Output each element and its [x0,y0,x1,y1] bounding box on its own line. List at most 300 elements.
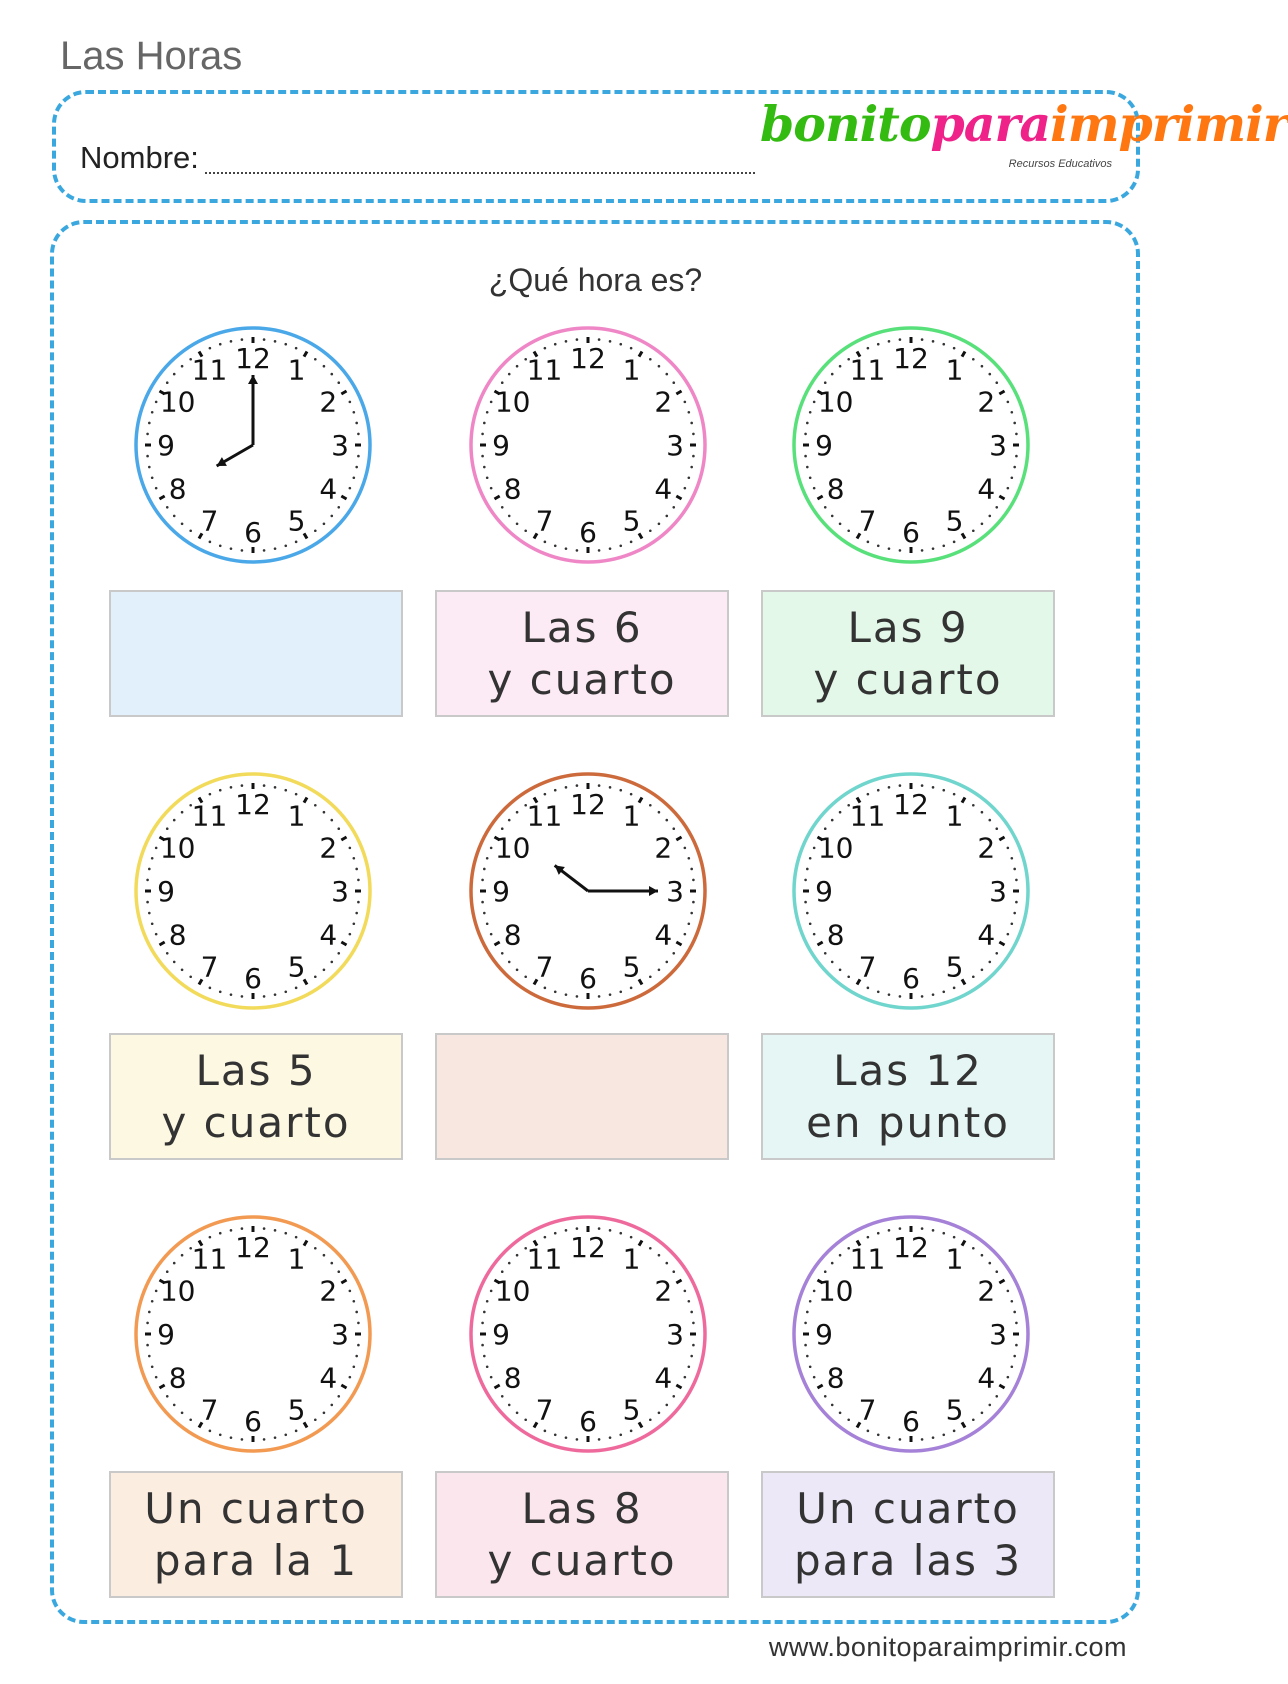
minute-dot [166,506,169,509]
clock-numeral: 8 [826,1361,845,1395]
minute-dot [481,433,484,436]
clock-numeral: 4 [977,918,996,952]
minute-dot [349,1376,352,1379]
minute-dot [672,827,675,830]
minute-dot [665,1262,668,1265]
minute-dot [692,1344,695,1347]
minute-dot [953,541,956,544]
minute-dot [972,529,975,532]
minute-dot [665,961,668,964]
minute-dot [813,1376,816,1379]
answer-line-2: y cuarto [161,1097,351,1147]
minute-dot [953,1430,956,1433]
minute-dot [263,784,266,787]
clock-numeral: 7 [535,1393,554,1427]
minute-dot [981,968,984,971]
minute-dot [481,879,484,882]
minute-dot [357,1344,360,1347]
brand-logo [760,95,1288,176]
minute-dot [353,1300,356,1303]
answer-line-2: y cuarto [487,654,677,704]
answer-box[interactable] [761,590,1055,717]
minute-dot [630,1236,633,1239]
page-title: Las Horas [60,34,243,78]
minute-dot [166,827,169,830]
minute-dot [323,1254,326,1257]
minute-dot [166,1270,169,1273]
clock-numeral: 4 [977,1361,996,1395]
clock-numeral: 9 [157,1318,175,1351]
minute-dot [166,381,169,384]
minute-dot [357,455,360,458]
minute-dot [658,365,661,368]
minute-dot [263,549,266,552]
minute-dot [598,784,601,787]
answer-line-1: Las 12 [833,1045,983,1095]
minute-dot [1013,466,1016,469]
minute-dot [942,1434,945,1437]
answer-line-1: Las 6 [521,602,643,652]
clock-numeral: 11 [191,353,228,387]
minute-dot [1011,476,1014,479]
clock-numeral: 4 [977,472,996,506]
clock-numeral: 12 [570,1231,606,1264]
minute-dot [609,1436,612,1439]
clock-numeral: 9 [815,429,833,462]
minute-dot [921,549,924,552]
minute-dot [263,1438,266,1441]
minute-dot [219,789,222,792]
minute-dot [899,784,902,787]
minute-dot [357,879,360,882]
clock-numeral: 10 [817,385,854,419]
clock-numeral: 12 [570,788,606,821]
clock-numeral: 5 [622,1393,641,1427]
minute-dot [337,506,340,509]
minute-dot [209,347,212,350]
answer-box[interactable] [109,1471,403,1598]
minute-dot [1007,847,1010,850]
minute-dot [649,1418,652,1421]
clock-numeral: 9 [492,429,510,462]
minute-dot [189,529,192,532]
minute-dot [508,1404,511,1407]
question-heading: ¿Qué hora es? [488,262,703,298]
minute-dot [355,912,358,915]
minute-dot [323,1411,326,1414]
clock-numeral: 7 [200,1393,219,1427]
clock-numeral: 3 [666,1318,684,1351]
minute-dot [181,968,184,971]
minute-dot [684,1376,687,1379]
minute-dot [942,789,945,792]
clock-numeral: 7 [200,950,219,984]
clock-numeral: 2 [977,831,996,865]
minute-dot [565,547,568,550]
minute-dot [831,1404,834,1407]
clock-numeral: 1 [287,353,306,387]
minute-dot [692,1322,695,1325]
minute-dot [151,1300,154,1303]
clock-numeral: 8 [826,472,845,506]
minute-dot [274,547,277,550]
minute-dot [1011,1300,1014,1303]
minute-dot [888,1229,891,1232]
minute-dot [672,1270,675,1273]
minute-dot [953,793,956,796]
minute-dot [690,466,693,469]
minute-dot [867,347,870,350]
clock-numeral: 2 [319,1274,338,1308]
clock-numeral: 2 [977,385,996,419]
minute-dot [1007,1376,1010,1379]
minute-dot [565,1229,568,1232]
minute-dot [692,433,695,436]
clock-numeral: 10 [817,1274,854,1308]
logo-subtitle: Recursos Educativos [1008,158,1112,170]
minute-dot [181,522,184,525]
minute-dot [609,340,612,343]
minute-dot [942,991,945,994]
minute-dot [630,541,633,544]
minute-dot [1015,433,1018,436]
clock-numeral: 9 [157,429,175,462]
minute-dot [867,987,870,990]
minute-dot [241,549,244,552]
minute-dot [516,811,519,814]
minute-dot [554,545,557,548]
minute-dot [146,1322,149,1325]
minute-dot [988,819,991,822]
minute-dot [981,522,984,525]
minute-dot [330,819,333,822]
minute-dot [241,995,244,998]
minute-dot [899,549,902,552]
clock-numeral: 11 [191,799,228,833]
minute-dot [921,1227,924,1230]
minute-dot [230,1436,233,1439]
clock-numeral: 3 [666,429,684,462]
minute-dot [314,804,317,807]
answer-box[interactable] [435,1033,729,1160]
minute-dot [544,987,547,990]
minute-dot [189,1418,192,1421]
minute-dot [665,515,668,518]
answer-box[interactable] [435,1471,729,1598]
minute-dot [146,879,149,882]
clock-numeral: 9 [815,1318,833,1351]
minute-dot [824,1395,827,1398]
clock-numeral: 12 [893,342,929,375]
minute-dot [867,1236,870,1239]
minute-dot [672,381,675,384]
minute-dot [688,1365,691,1368]
clock-face [468,325,708,565]
minute-dot [151,411,154,414]
minute-dot [672,952,675,955]
minute-dot [349,401,352,404]
minute-dot [1007,1290,1010,1293]
minute-dot [357,433,360,436]
minute-dot [932,993,935,996]
minute-dot [690,868,693,871]
minute-dot [219,1232,222,1235]
name-write-line[interactable] [205,172,755,174]
minute-dot [988,1404,991,1407]
minute-dot [824,952,827,955]
minute-dot [953,987,956,990]
minute-dot [148,422,151,425]
minute-dot [516,522,519,525]
minute-dot [847,529,850,532]
minute-dot [847,1418,850,1421]
minute-dot [630,793,633,796]
clock-numeral: 1 [622,799,641,833]
minute-dot [173,819,176,822]
minute-dot [658,522,661,525]
minute-dot [804,433,807,436]
clock-numeral: 9 [492,1318,510,1351]
minute-dot [831,373,834,376]
minute-dot [609,993,612,996]
minute-dot [981,365,984,368]
minute-dot [230,1229,233,1232]
minute-dot [284,789,287,792]
minute-dot [609,547,612,550]
minute-dot [804,455,807,458]
minute-dot [314,1418,317,1421]
minute-dot [609,1229,612,1232]
minute-dot [490,401,493,404]
minute-dot [813,1290,816,1293]
minute-dot [598,338,601,341]
clock-numeral: 8 [503,1361,522,1395]
clock-numeral: 11 [526,799,563,833]
minute-dot [932,1436,935,1439]
minute-dot [649,975,652,978]
answer-box[interactable] [761,1471,1055,1598]
minute-dot [241,338,244,341]
minute-dot [209,1236,212,1239]
minute-dot [355,422,358,425]
minute-dot [831,515,834,518]
clock-numeral: 10 [494,385,531,419]
clock-numeral: 5 [945,504,964,538]
minute-dot [173,1262,176,1265]
minute-dot [357,1322,360,1325]
clock-numeral: 4 [654,472,673,506]
answer-box[interactable] [761,1033,1055,1160]
minute-dot [483,422,486,425]
minute-dot [953,1236,956,1239]
minute-dot [323,365,326,368]
minute-dot [353,476,356,479]
clock-numeral: 12 [570,342,606,375]
minute-dot [877,1232,880,1235]
logo-part-imprimir: imprimir [1050,95,1288,153]
minute-dot [972,804,975,807]
clock-numeral: 2 [654,385,673,419]
minute-dot [921,1438,924,1441]
minute-dot [155,401,158,404]
minute-dot [230,993,233,996]
minute-dot [151,476,154,479]
minute-dot [501,1270,504,1273]
minute-dot [284,1232,287,1235]
minute-dot [942,545,945,548]
minute-dot [988,1262,991,1265]
minute-dot [684,487,687,490]
minute-dot [490,487,493,490]
minute-dot [148,1355,151,1358]
minute-dot [148,868,151,871]
minute-dot [490,847,493,850]
minute-dot [314,358,317,361]
minute-dot [241,784,244,787]
minute-dot [988,515,991,518]
minute-dot [181,365,184,368]
minute-dot [806,868,809,871]
clock-numeral: 1 [287,799,306,833]
clock-numeral: 5 [945,1393,964,1427]
minute-dot [151,857,154,860]
answer-box[interactable] [109,1033,403,1160]
minute-dot [151,1365,154,1368]
clock-numeral: 1 [622,353,641,387]
minute-dot [508,373,511,376]
clock-face [133,1214,373,1454]
minute-dot [219,1434,222,1437]
minute-dot [481,455,484,458]
minute-dot [658,1254,661,1257]
clock-numeral: 7 [200,504,219,538]
minute-dot [824,381,827,384]
minute-dot [809,857,812,860]
minute-dot [1011,1365,1014,1368]
minute-dot [809,1300,812,1303]
minute-dot [284,991,287,994]
minute-dot [824,827,827,830]
minute-dot [219,545,222,548]
clock-numeral: 8 [168,918,187,952]
minute-dot [544,793,547,796]
minute-dot [209,987,212,990]
minute-dot [219,343,222,346]
minute-dot [684,401,687,404]
minute-dot [1013,1311,1016,1314]
minute-dot [219,991,222,994]
answer-box[interactable] [109,590,403,717]
minute-dot [155,933,158,936]
minute-dot [274,1229,277,1232]
minute-dot [665,1404,668,1407]
minute-dot [932,340,935,343]
minute-dot [658,811,661,814]
minute-dot [688,1300,691,1303]
clock-numeral: 8 [168,472,187,506]
clock-numeral: 11 [191,1242,228,1276]
minute-dot [576,1438,579,1441]
clock-numeral: 11 [526,353,563,387]
minute-dot [831,819,834,822]
minute-dot [146,901,149,904]
minute-dot [355,1355,358,1358]
clock-numeral: 6 [244,1405,262,1438]
answer-line-1: Las 9 [847,602,969,652]
clock-numeral: 4 [319,918,338,952]
clock-numeral: 2 [319,831,338,865]
clock-numeral: 10 [159,385,196,419]
minute-dot [576,995,579,998]
minute-dot [619,789,622,792]
clock-numeral: 6 [579,516,597,549]
minute-dot [349,847,352,850]
answer-box[interactable] [435,590,729,717]
minute-dot [295,793,298,796]
minute-dot [809,922,812,925]
minute-dot [483,1311,486,1314]
minute-dot [173,1404,176,1407]
clock-numeral: 1 [622,1242,641,1276]
minute-dot [877,1434,880,1437]
minute-dot [804,901,807,904]
minute-dot [274,1436,277,1439]
clock-numeral: 3 [331,1318,349,1351]
minute-dot [508,515,511,518]
minute-dot [501,381,504,384]
minute-dot [672,1395,675,1398]
clock-numeral: 7 [535,950,554,984]
clock-numeral: 9 [815,875,833,908]
minute-dot [809,476,812,479]
clock-numeral: 10 [159,1274,196,1308]
clock-numeral: 1 [945,799,964,833]
minute-dot [692,455,695,458]
minute-dot [813,487,816,490]
minute-dot [1015,901,1018,904]
minute-dot [241,1438,244,1441]
clock-numeral: 6 [579,962,597,995]
minute-dot [330,1404,333,1407]
minute-dot [598,995,601,998]
minute-dot [690,1311,693,1314]
minute-dot [658,1411,661,1414]
clock-face [133,325,373,565]
minute-dot [486,1300,489,1303]
answer-line-2: en punto [806,1097,1010,1147]
minute-dot [649,1247,652,1250]
clock-numeral: 5 [622,504,641,538]
minute-dot [921,338,924,341]
clock-numeral: 9 [492,875,510,908]
minute-dot [824,506,827,509]
clock-numeral: 1 [945,353,964,387]
minute-dot [684,847,687,850]
minute-dot [690,1355,693,1358]
minute-dot [330,515,333,518]
minute-dot [953,347,956,350]
minute-dot [598,549,601,552]
minute-dot [688,922,691,925]
minute-dot [314,975,317,978]
minute-dot [809,411,812,414]
minute-dot [565,1436,568,1439]
footer-url[interactable]: www.bonitoparaimprimir.com [768,1632,1127,1662]
minute-dot [486,476,489,479]
minute-dot [284,545,287,548]
minute-dot [146,433,149,436]
minute-dot [524,529,527,532]
